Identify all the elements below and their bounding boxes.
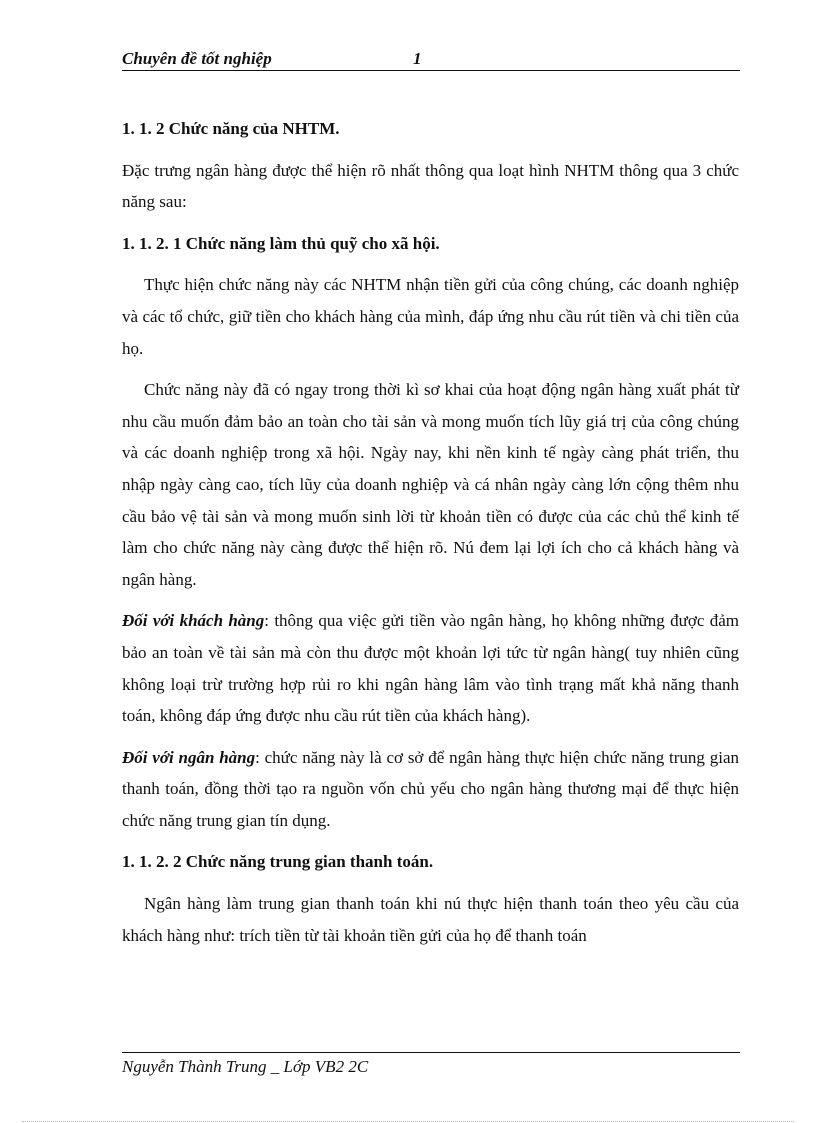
section-heading-1-1-2-2: 1. 1. 2. 2 Chức năng trung gian thanh toán.: [122, 852, 434, 872]
document-body: [122, 113, 739, 951]
customer-text: : thông qua việc gửi tiền vào ngân hàng, họ không những được đảm bảo an toàn về tài sản mà còn thu được một khoản lợi tức từ ngân hàng( tuy nhiên cũng không loại trừ trường hợp rủi ro khi ngân hàng lâm vào tình trạng mất khả năng thanh toán, không đáp ứng được nhu cầu rút tiền của khách hàng).: [122, 611, 739, 726]
paragraph-customer-benefit: [122, 605, 739, 731]
section-heading-1-1-2-1: 1. 1. 2. 1 Chức năng làm thủ quỹ cho xã hội.: [122, 233, 440, 253]
section-heading-1-1-2: 1. 1. 2 Chức năng của NHTM.: [122, 119, 340, 138]
bank-label: Đối với ngân hàng: [122, 747, 256, 767]
footer-author: Nguyễn Thành Trung _ Lớp VB2 2C: [122, 1057, 369, 1076]
paragraph-treasury-function: Thực hiện chức năng này các NHTM nhận tiền gửi của công chúng, các doanh nghiệp và các tổ chức, giữ tiền cho khách hàng của mình, đáp ứng nhu cầu rút tiền và chi tiền của họ.: [122, 275, 739, 358]
page-bottom-divider: [22, 1121, 794, 1122]
paragraph-bank-benefit: [122, 742, 739, 837]
paragraph-payment-intermediary: Ngân hàng làm trung gian thanh toán khi nú thực hiện thanh toán theo yêu cầu của khách hàng như: trích tiền từ tài khoản tiền gửi của họ để thanh toán: [122, 894, 739, 945]
page-header: [122, 48, 740, 71]
bank-text: : chức năng này là cơ sở để ngân hàng thực hiện chức năng trung gian thanh toán, đồng thời tạo ra nguồn vốn chủ yếu cho ngân hàng thương mại để thực hiện chức năng trung gian tín dụng.: [122, 747, 739, 830]
paragraph-treasury-history: Chức năng này đã có ngay trong thời kì sơ khai của hoạt động ngân hàng xuất phát từ nhu cầu muốn đảm bảo an toàn cho tài sản và mong muốn tích lũy giá trị của công chúng và các doanh nghiệp trong xã hội. Ngày nay, khi nền kinh tế ngày càng phát triển, thu nhập ngày càng cao, tích lũy của doanh nghiệp và cá nhân ngày càng lớn cộng thêm nhu cầu bảo vệ tài sản và mong muốn sinh lời từ khoản tiền có được của các chủ thể kinh tế làm cho chức năng này càng được thể hiện rõ. Nú đem lại lợi ích cho cả khách hàng và ngân hàng.: [122, 380, 739, 589]
section-intro-paragraph: Đặc trưng ngân hàng được thể hiện rõ nhất thông qua loạt hình NHTM thông qua 3 chức năng sau:: [122, 160, 739, 212]
customer-label: Đối với khách hàng: [122, 611, 265, 631]
page-number: 1: [413, 49, 422, 68]
page-footer: [122, 1052, 740, 1076]
header-title: Chuyên đề tốt nghiệp: [122, 49, 272, 68]
